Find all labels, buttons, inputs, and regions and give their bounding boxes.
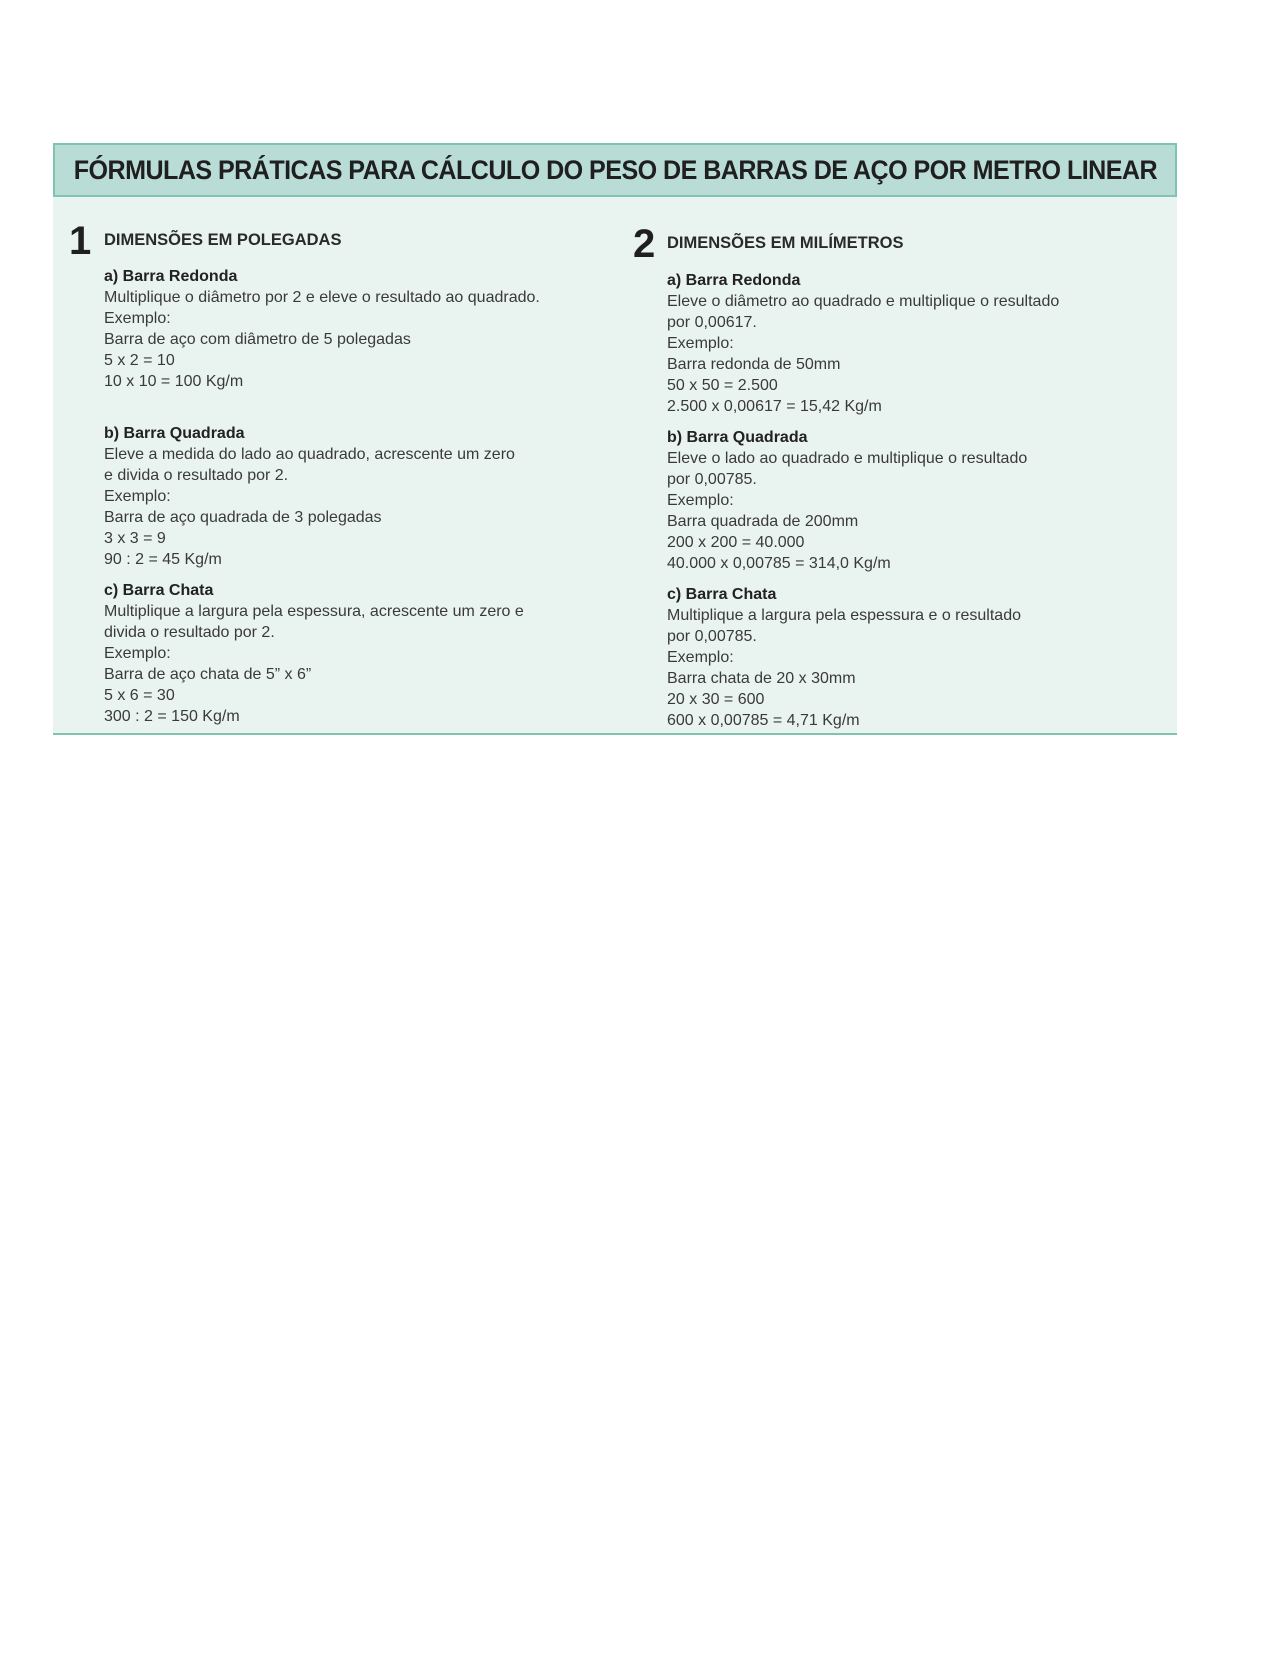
block-line: 600 x 0,00785 = 4,71 Kg/m [667,712,860,729]
block-line: Exemplo: [667,649,734,666]
block-line: 3 x 3 = 9 [104,530,166,547]
section-2-block-c [667,584,1021,731]
block-line: 90 : 2 = 45 Kg/m [104,551,222,568]
block-line: Multiplique a largura pela espessura e o resultado [667,607,1021,624]
block-line: Eleve o diâmetro ao quadrado e multiplique o resultado [667,293,1060,310]
block-line: Barra quadrada de 200mm [667,513,859,530]
block-line: Multiplique a largura pela espessura, acrescente um zero e [104,603,524,620]
block-line: 20 x 30 = 600 [667,691,765,708]
section-2-block-a [667,270,1059,417]
block-line: Exemplo: [104,645,171,662]
block-line: 5 x 2 = 10 [104,352,175,369]
title-bar [53,143,1177,197]
block-line: Barra de aço chata de 5” x 6” [104,666,312,683]
block-line: por 0,00785. [667,628,757,645]
block-line: por 0,00617. [667,314,757,331]
section-2-heading: DIMENSÕES EM MILÍMETROS [667,234,904,252]
block-line: Barra redonda de 50mm [667,356,841,373]
block-line: 5 x 6 = 30 [104,687,175,704]
block-line: Exemplo: [667,492,734,509]
block-line: Barra de aço quadrada de 3 polegadas [104,509,382,526]
section-2-number: 2 [633,222,656,266]
block-line: 10 x 10 = 100 Kg/m [104,373,244,390]
block-line: e divida o resultado por 2. [104,467,289,484]
block-line: 50 x 50 = 2.500 [667,377,778,394]
section-2-block-b [667,427,1027,574]
block-line: Exemplo: [667,335,734,352]
block-line: Barra de aço com diâmetro de 5 polegadas [104,331,411,348]
block-subtitle: b) Barra Quadrada [667,429,808,446]
block-line: Exemplo: [104,488,171,505]
block-line: Eleve o lado ao quadrado e multiplique o resultado [667,450,1028,467]
block-subtitle: c) Barra Chata [104,582,214,599]
section-1-heading: DIMENSÕES EM POLEGADAS [104,231,342,249]
block-subtitle: a) Barra Redonda [104,268,238,285]
block-line: Eleve a medida do lado ao quadrado, acrescente um zero [104,446,515,463]
block-subtitle: a) Barra Redonda [667,272,801,289]
block-line: Multiplique o diâmetro por 2 e eleve o resultado ao quadrado. [104,289,540,306]
section-1-number: 1 [69,219,92,263]
block-line: divida o resultado por 2. [104,624,275,641]
block-line: por 0,00785. [667,471,757,488]
block-subtitle: c) Barra Chata [667,586,777,603]
section-1-block-b [104,423,515,570]
formulas-panel [53,143,1177,735]
block-subtitle: b) Barra Quadrada [104,425,245,442]
block-line: 200 x 200 = 40.000 [667,534,805,551]
block-line: Barra chata de 20 x 30mm [667,670,856,687]
section-1-block-a [104,266,540,392]
block-line: 2.500 x 0,00617 = 15,42 Kg/m [667,398,882,415]
block-line: Exemplo: [104,310,171,327]
page-title: FÓRMULAS PRÁTICAS PARA CÁLCULO DO PESO DE BARRAS DE AÇO POR METRO LINEAR [73,154,1157,185]
block-line: 300 : 2 = 150 Kg/m [104,708,240,725]
block-line: 40.000 x 0,00785 = 314,0 Kg/m [667,555,891,572]
section-1-block-c [104,580,524,727]
